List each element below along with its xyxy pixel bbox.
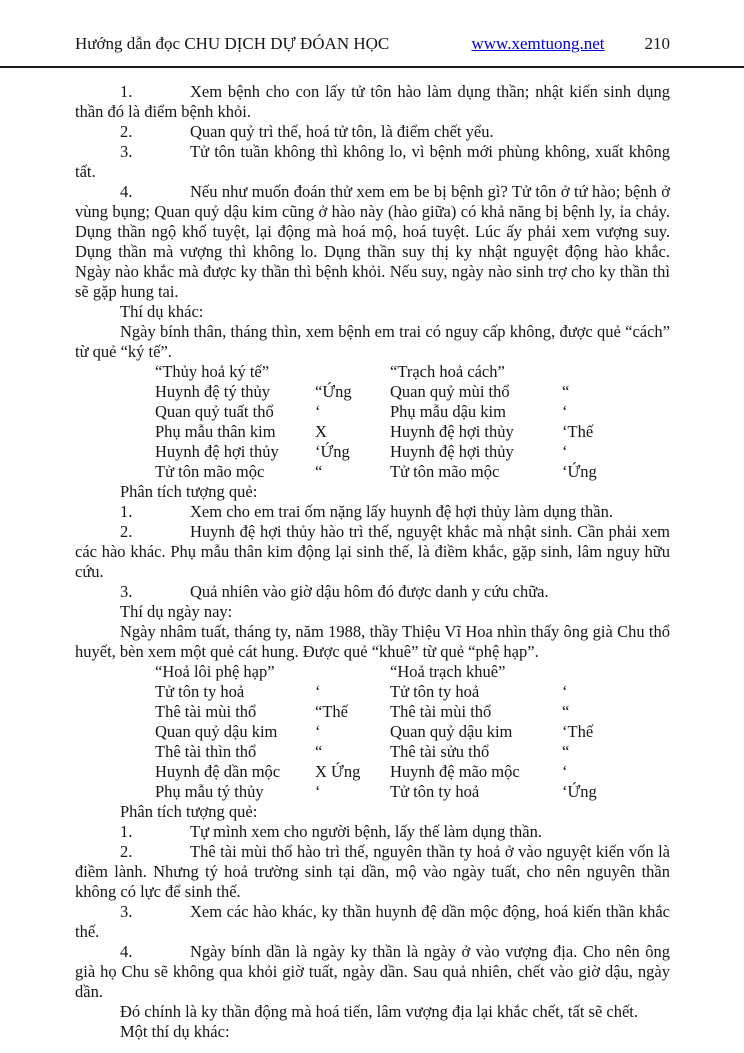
line-mark-right: “ — [562, 702, 570, 721]
item-number: 4. — [120, 942, 133, 961]
line-mark-right: “ — [562, 382, 570, 401]
item-number: 4. — [120, 182, 133, 201]
line-label-right: Thê tài sửu thổ — [390, 742, 490, 761]
hexagram-row — [155, 402, 670, 422]
line-mark-right: ‘ — [562, 442, 568, 461]
line-label-right: Tử tôn ty hoả — [390, 682, 480, 701]
item-number: 3. — [120, 582, 133, 601]
hexagram-row — [155, 382, 670, 402]
line-mark-left: ‘ — [315, 722, 321, 741]
line-label-left: Huynh đệ tý thủy — [155, 382, 271, 401]
item-text: Quan quỷ trì thế, hoá tử tôn, là điểm chết yểu. — [190, 122, 494, 141]
section-heading: Phân tích tượng quẻ: — [120, 802, 258, 821]
line-mark-left: X — [315, 422, 327, 441]
paragraph: Một thí dụ khác: — [120, 1022, 230, 1041]
line-label-right: Huynh đệ hợi thủy — [390, 442, 514, 461]
item-number: 3. — [120, 902, 133, 921]
line-mark-right: ‘ — [562, 682, 568, 701]
line-label-left: Phụ mẫu tý thủy — [155, 782, 264, 801]
list-item — [75, 182, 670, 302]
line-label-right: Phụ mẫu dậu kim — [390, 402, 506, 421]
hexagram-row — [155, 762, 670, 782]
item-text: Xem cho em trai ốm nặng lấy huynh đệ hợi thủy làm dụng thần. — [190, 502, 613, 521]
item-text: Nếu như muốn đoán thử xem em be bị bệnh gì? Tử tôn ở tứ hào; bệnh ở vùng bụng; Quan quỷ dậu kim cũng ở hào này (hào giữa) có khả năng bị bệnh ly, ỉa chảy. Dụng thần ngộ khố tuyệt, lại động mà hoá mộ, hoá tuyệt. Lúc ấy phải xem vượng suy. Dụng thần mà vượng thì không lo. Dụng thần suy thị ky nhật nguyệt động hào khắc. Ngày nào khắc mà được ky thần thì bệnh khỏi. Nếu suy, ngày nào sinh trợ cho ky thần thì sẽ gặp hung tai. — [75, 182, 670, 301]
item-number: 1. — [120, 502, 133, 521]
hexagram-title-right: “Hoả trạch khuê” — [390, 662, 506, 681]
line-mark-right: ‘Ứng — [562, 782, 597, 801]
line-mark-left: “Ứng — [315, 382, 352, 401]
hexagram-title-row — [155, 662, 670, 682]
header-title: Hướng dẫn đọc CHU DỊCH DỰ ĐÓAN HỌC — [75, 34, 390, 53]
line-label-right: Huynh đệ hợi thủy — [390, 422, 514, 441]
line-mark-left: X Ứng — [315, 762, 361, 781]
item-text: Huynh đệ hợi thủy hào trì thế, nguyệt khắc mà nhật sinh. Cần phải xem các hào khác. Phụ mẫu thân kim động lại sinh thế, là điềm khắc, gặp sinh, lâm nguy hữu cứu. — [75, 522, 670, 581]
list-item — [75, 842, 670, 902]
website-link[interactable]: www.xemtuong.net — [471, 34, 605, 53]
hexagram-title-right: “Trạch hoả cách” — [390, 362, 505, 381]
hexagram-row — [155, 722, 670, 742]
line-label-left: Tử tôn ty hoả — [155, 682, 245, 701]
line-mark-left: ‘Ứng — [315, 442, 350, 461]
list-item — [75, 122, 670, 142]
hexagram-table-1 — [75, 362, 670, 482]
hexagram-row — [155, 782, 670, 802]
list-item — [75, 942, 670, 1002]
hexagram-title-left: “Hoả lôi phệ hạp” — [155, 662, 275, 681]
hexagram-row — [155, 702, 670, 722]
item-number: 2. — [120, 122, 133, 141]
line-label-left: Quan quỷ tuất thổ — [155, 402, 274, 421]
list-item — [75, 502, 670, 522]
item-text: Xem các hào khác, ky thần huynh đệ dần mộc động, hoá kiến thần khắc thế. — [75, 902, 670, 941]
list-item — [75, 82, 670, 122]
line-mark-left: ‘ — [315, 402, 321, 421]
item-text: Xem bệnh cho con lấy tử tôn hào làm dụng thần; nhật kiến sinh dụng thần đó là điểm bệnh khỏi. — [75, 82, 670, 121]
list-item — [75, 522, 670, 582]
hexagram-table-2 — [75, 662, 670, 802]
line-mark-right: ‘Thế — [562, 422, 594, 441]
paragraph: Đó chính là ky thần động mà hoá tiến, lâm vượng địa lại khắc chết, tất sẽ chết. — [120, 1002, 639, 1021]
item-text: Quả nhiên vào giờ dậu hôm đó được danh y cứu chữa. — [190, 582, 549, 601]
list-item — [75, 582, 670, 602]
item-text: Tự mình xem cho người bệnh, lấy thế làm dụng thần. — [190, 822, 542, 841]
hexagram-row — [155, 442, 670, 462]
paragraph: Ngày nhâm tuất, tháng ty, năm 1988, thầy Thiệu Vĩ Hoa nhìn thấy ông già Chu thổ huyết, bèn xem một quẻ cát hung. Được quẻ “khuê” từ quẻ “phệ hạp”. — [75, 622, 670, 661]
item-text: Thê tài mùi thổ hào trì thế, nguyên thần ty hoả ở vào nguyệt kiến vốn là điềm lành. Nhưng tý hoả trường sinh tại dần, mộ vào ngày tuất, cho nên nguyên thần không có lực để sinh thế. — [75, 842, 670, 901]
line-mark-left: ‘ — [315, 682, 321, 701]
line-label-left: Quan quỷ dậu kim — [155, 722, 278, 741]
line-mark-right: ‘ — [562, 762, 568, 781]
line-mark-left: “ — [315, 742, 323, 761]
paragraph: Thí dụ ngày nay: — [120, 602, 233, 621]
line-label-right: Tử tôn ty hoả — [390, 782, 480, 801]
line-label-right: Huynh đệ mão mộc — [390, 762, 520, 781]
line-mark-right: “ — [562, 742, 570, 761]
hexagram-row — [155, 742, 670, 762]
list-item — [75, 142, 670, 182]
paragraph: Ngày bính thân, tháng thìn, xem bệnh em trai có nguy cấp không, được quẻ “cách” từ quẻ “ký tế”. — [75, 322, 670, 361]
line-label-right: Quan quỷ mùi thổ — [390, 382, 510, 401]
page-header — [0, 0, 744, 68]
item-number: 1. — [120, 822, 133, 841]
line-mark-left: “Thế — [315, 702, 348, 721]
line-label-left: Thê tài thìn thổ — [155, 742, 257, 761]
hexagram-title-left: “Thủy hoả ký tế” — [155, 362, 270, 381]
line-mark-right: ‘Thế — [562, 722, 594, 741]
line-label-left: Tử tôn mão mộc — [155, 462, 265, 481]
item-number: 3. — [120, 142, 133, 161]
list-item — [75, 822, 670, 842]
line-label-left: Huynh đệ hợi thủy — [155, 442, 279, 461]
hexagram-row — [155, 462, 670, 482]
hexagram-row — [155, 422, 670, 442]
item-text: Tử tôn tuần không thì không lo, vì bệnh mới phùng không, xuất không tất. — [75, 142, 670, 181]
hexagram-row — [155, 682, 670, 702]
item-text: Ngày bính dần là ngày ky thần là ngày ở vào vượng địa. Cho nên ông già họ Chu sẽ không qua khỏi giờ tuất, ngày dần. Sau quả nhiên, chết vào giờ dậu, ngày dần. — [75, 942, 670, 1001]
line-label-left: Phụ mẫu thân kim — [155, 422, 276, 441]
line-mark-right: ‘ — [562, 402, 568, 421]
line-mark-right: ‘Ứng — [562, 462, 597, 481]
spacer — [562, 362, 670, 382]
section-heading: Phân tích tượng quẻ: — [120, 482, 258, 501]
page-number: 210 — [644, 34, 670, 53]
line-label-left: Thê tài mùi thổ — [155, 702, 257, 721]
line-mark-left: “ — [315, 462, 323, 481]
spacer — [315, 362, 390, 382]
line-label-right: Thê tài mùi thổ — [390, 702, 492, 721]
line-label-right: Quan quỷ dậu kim — [390, 722, 513, 741]
spacer — [562, 662, 670, 682]
line-label-left: Huynh đệ dần mộc — [155, 762, 281, 781]
line-label-right: Tử tôn mão mộc — [390, 462, 500, 481]
list-item — [75, 902, 670, 942]
item-number: 2. — [120, 842, 133, 861]
page-body — [0, 68, 744, 1042]
item-number: 1. — [120, 82, 133, 101]
line-mark-left: ‘ — [315, 782, 321, 801]
item-number: 2. — [120, 522, 133, 541]
hexagram-title-row — [155, 362, 670, 382]
spacer — [315, 662, 390, 682]
paragraph: Thí dụ khác: — [120, 302, 204, 321]
